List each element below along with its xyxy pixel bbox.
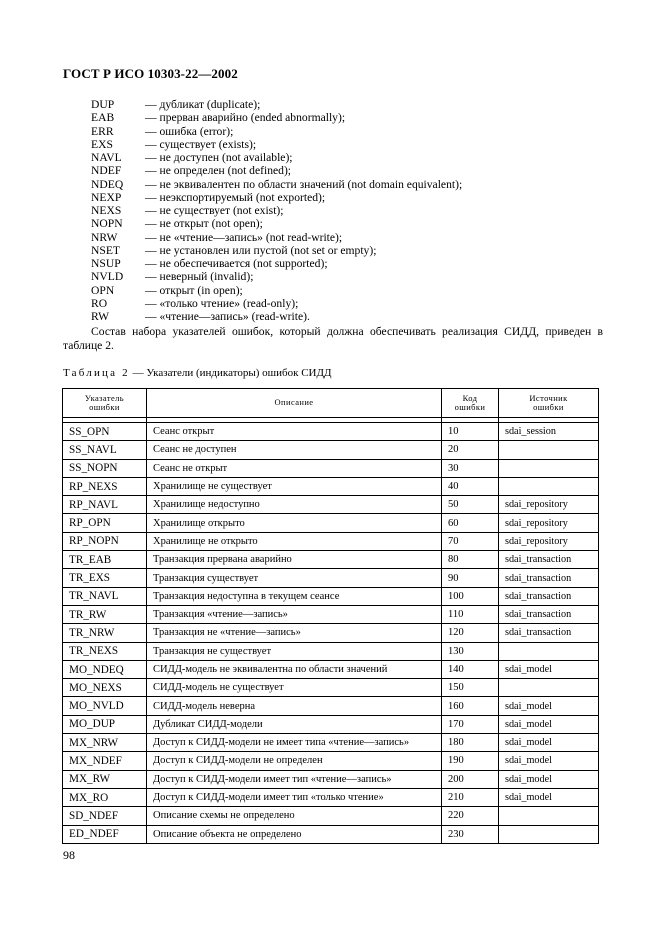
abbreviation-list [91,98,462,323]
cell-indicator: MX_RW [63,770,147,788]
table-header-row [63,389,599,418]
cell-description: Доступ к СИДД-модели не имеет типа «чтение—запись» [147,734,442,752]
cell-indicator: SD_NDEF [63,807,147,825]
cell-source: sdai_model [499,788,599,806]
table-row [63,441,599,459]
cell-indicator: TR_NEXS [63,642,147,660]
abbreviation-item [91,138,462,151]
table-row [63,532,599,550]
abbreviation-code: ERR [91,124,114,138]
cell-description: Описание схемы не определено [147,807,442,825]
table-row [63,624,599,642]
abbreviation-item [91,178,462,191]
header-code: Код ошибки [442,389,499,418]
table-row [63,734,599,752]
cell-indicator: MO_NVLD [63,697,147,715]
cell-source: sdai_model [499,715,599,733]
table-row [63,807,599,825]
cell-description: Хранилище открыто [147,514,442,532]
abbreviation-code: RW [91,310,110,323]
abbreviation-item [91,164,462,177]
abbreviation-code: NAVL [91,151,122,164]
cell-code: 150 [442,679,499,697]
abbreviation-code: NEXP [91,190,122,204]
cell-code: 110 [442,605,499,623]
table-row [63,569,599,587]
cell-source [499,441,599,459]
abbreviation-desc: — не определен (not defined); [145,164,292,178]
cell-code: 210 [442,788,499,806]
cell-description: Сеанс не открыт [147,459,442,477]
abbreviation-code: EAB [91,111,115,125]
cell-source [499,642,599,660]
cell-indicator: TR_NAVL [63,587,147,605]
error-indicators-table [62,388,599,844]
cell-code: 70 [442,532,499,550]
cell-source [499,807,599,825]
cell-indicator: TR_EAB [63,551,147,569]
abbreviation-desc: — не обеспечивается (not supported); [145,257,328,270]
abbreviation-item [91,244,462,257]
cell-indicator: TR_NRW [63,624,147,642]
cell-code: 190 [442,752,499,770]
cell-code: 120 [442,624,499,642]
cell-code: 230 [442,825,499,843]
abbreviation-code: RO [91,296,108,310]
cell-description: Транзакция не «чтение—запись» [147,624,442,642]
abbreviation-item [91,217,462,230]
table-row [63,496,599,514]
cell-description: Транзакция «чтение—запись» [147,605,442,623]
table-row [63,514,599,532]
abbreviation-item [91,98,462,111]
cell-indicator: MX_NRW [63,734,147,752]
table-row [63,551,599,569]
abbreviation-desc: — не существует (not exist); [145,204,284,217]
abbreviation-desc: — неэкспортируемый (not exported); [145,190,326,204]
cell-indicator: MX_NDEF [63,752,147,770]
table-caption-text: — Указатели (индикаторы) ошибок СИДД [132,367,332,379]
cell-indicator: MO_NDEQ [63,660,147,678]
table-row [63,660,599,678]
abbreviation-item [91,270,462,283]
abbreviation-code: NOPN [91,217,123,231]
abbreviation-item [91,231,462,244]
cell-source [499,459,599,477]
abbreviation-code: NEXS [91,204,122,217]
table-row [63,605,599,623]
cell-indicator: MX_RO [63,788,147,806]
cell-code: 20 [442,441,499,459]
cell-description: Дубликат СИДД-модели [147,715,442,733]
abbreviation-item [91,191,462,204]
abbreviation-item [91,297,462,310]
abbreviation-desc: — не доступен (not available); [145,151,293,164]
cell-code: 160 [442,697,499,715]
cell-code: 60 [442,514,499,532]
cell-source: sdai_repository [499,514,599,532]
table-row [63,788,599,806]
cell-code: 90 [442,569,499,587]
cell-indicator: RP_NAVL [63,496,147,514]
cell-indicator: RP_NEXS [63,477,147,495]
abbreviation-item [91,151,462,164]
cell-description: СИДД-модель не эквивалентна по области значений [147,660,442,678]
abbreviation-desc: — «только чтение» (read-only); [145,296,299,310]
table-row [63,770,599,788]
cell-description: Хранилище не существует [147,477,442,495]
table-body [63,418,599,844]
cell-code: 140 [442,660,499,678]
abbreviation-item [91,257,462,270]
cell-description: Сеанс не доступен [147,441,442,459]
cell-indicator: MO_DUP [63,715,147,733]
cell-description: Транзакция существует [147,569,442,587]
cell-source: sdai_model [499,734,599,752]
abbreviation-item [91,310,462,323]
cell-description: Транзакция прервана аварийно [147,551,442,569]
cell-indicator: MO_NEXS [63,679,147,697]
cell-code: 220 [442,807,499,825]
cell-description: Хранилище не открыто [147,532,442,550]
cell-description: Транзакция не существует [147,642,442,660]
table-row [63,642,599,660]
cell-source: sdai_transaction [499,587,599,605]
cell-source [499,679,599,697]
cell-code: 170 [442,715,499,733]
cell-indicator: TR_EXS [63,569,147,587]
cell-description: Транзакция недоступна в текущем сеансе [147,587,442,605]
table-row [63,697,599,715]
cell-source: sdai_transaction [499,551,599,569]
cell-source: sdai_repository [499,496,599,514]
cell-description: СИДД-модель не существует [147,679,442,697]
cell-description: Доступ к СИДД-модели имеет тип «только чтение» [147,788,442,806]
abbreviation-code: NSET [91,243,120,257]
cell-source: sdai_model [499,770,599,788]
header-description: Описание [147,389,442,418]
table-row [63,752,599,770]
table-row [63,715,599,733]
cell-source: sdai_model [499,752,599,770]
abbreviation-desc: — открыт (in open); [145,283,243,297]
cell-description: Хранилище недоступно [147,496,442,514]
abbreviation-desc: — прерван аварийно (ended abnormally); [145,111,346,125]
abbreviation-desc: — существует (exists); [145,137,257,151]
cell-indicator: SS_NAVL [63,441,147,459]
abbreviation-code: DUP [91,98,115,111]
cell-description: Доступ к СИДД-модели не определен [147,752,442,770]
cell-source: sdai_session [499,423,599,441]
abbreviation-code: OPN [91,283,115,297]
abbreviation-desc: — неверный (invalid); [145,270,254,284]
table-row [63,587,599,605]
cell-indicator: TR_RW [63,605,147,623]
cell-source: sdai_transaction [499,624,599,642]
abbreviation-desc: — не эквивалентен по области значений (not domain equivalent); [145,177,463,191]
abbreviation-item [91,125,462,138]
cell-code: 80 [442,551,499,569]
table-row [63,825,599,843]
abbreviation-desc: — «чтение—запись» (read-write). [145,310,310,323]
table-row [63,679,599,697]
cell-source: sdai_transaction [499,605,599,623]
header-source: Источник ошибки [499,389,599,418]
cell-source: sdai_repository [499,532,599,550]
abbreviation-desc: — не открыт (not open); [145,217,263,231]
abbreviation-item [91,284,462,297]
cell-code: 130 [442,642,499,660]
cell-description: Сеанс открыт [147,423,442,441]
cell-description: СИДД-модель неверна [147,697,442,715]
cell-indicator: SS_OPN [63,423,147,441]
cell-code: 40 [442,477,499,495]
page-header: ГОСТ Р ИСО 10303-22—2002 [63,66,238,81]
table-row [63,459,599,477]
abbreviation-code: NDEF [91,164,122,178]
abbreviation-desc: — не «чтение—запись» (not read-write); [145,230,343,244]
cell-description: Доступ к СИДД-модели имеет тип «чтение—запись» [147,770,442,788]
table-caption [63,367,332,379]
cell-indicator: SS_NOPN [63,459,147,477]
cell-code: 30 [442,459,499,477]
cell-source: sdai_model [499,660,599,678]
table-caption-label: Таблица 2 [63,367,130,379]
cell-code: 180 [442,734,499,752]
table-row [63,477,599,495]
cell-indicator: RP_OPN [63,514,147,532]
cell-source: sdai_model [499,697,599,715]
abbreviation-desc: — ошибка (error); [145,124,234,138]
cell-source [499,825,599,843]
abbreviation-code: EXS [91,137,113,151]
cell-code: 50 [442,496,499,514]
abbreviation-code: NRW [91,230,118,244]
cell-code: 10 [442,423,499,441]
cell-source [499,477,599,495]
abbreviation-desc: — дубликат (duplicate); [145,98,261,111]
abbreviation-item [91,111,462,124]
abbreviation-code: NSUP [91,257,121,270]
header-indicator: Указатель ошибки [63,389,147,418]
body-paragraph: Состав набора указателей ошибок, который должна обеспечивать реализация СИДД, приведен в таблице 2. [63,325,603,352]
cell-indicator: RP_NOPN [63,532,147,550]
abbreviation-code: NVLD [91,270,124,284]
cell-code: 100 [442,587,499,605]
cell-indicator: ED_NDEF [63,825,147,843]
cell-source: sdai_transaction [499,569,599,587]
abbreviation-item [91,204,462,217]
table-row [63,423,599,441]
cell-description: Описание объекта не определено [147,825,442,843]
abbreviation-code: NDEQ [91,177,124,191]
page-number: 98 [63,848,75,862]
abbreviation-desc: — не установлен или пустой (not set or empty); [145,243,377,257]
cell-code: 200 [442,770,499,788]
